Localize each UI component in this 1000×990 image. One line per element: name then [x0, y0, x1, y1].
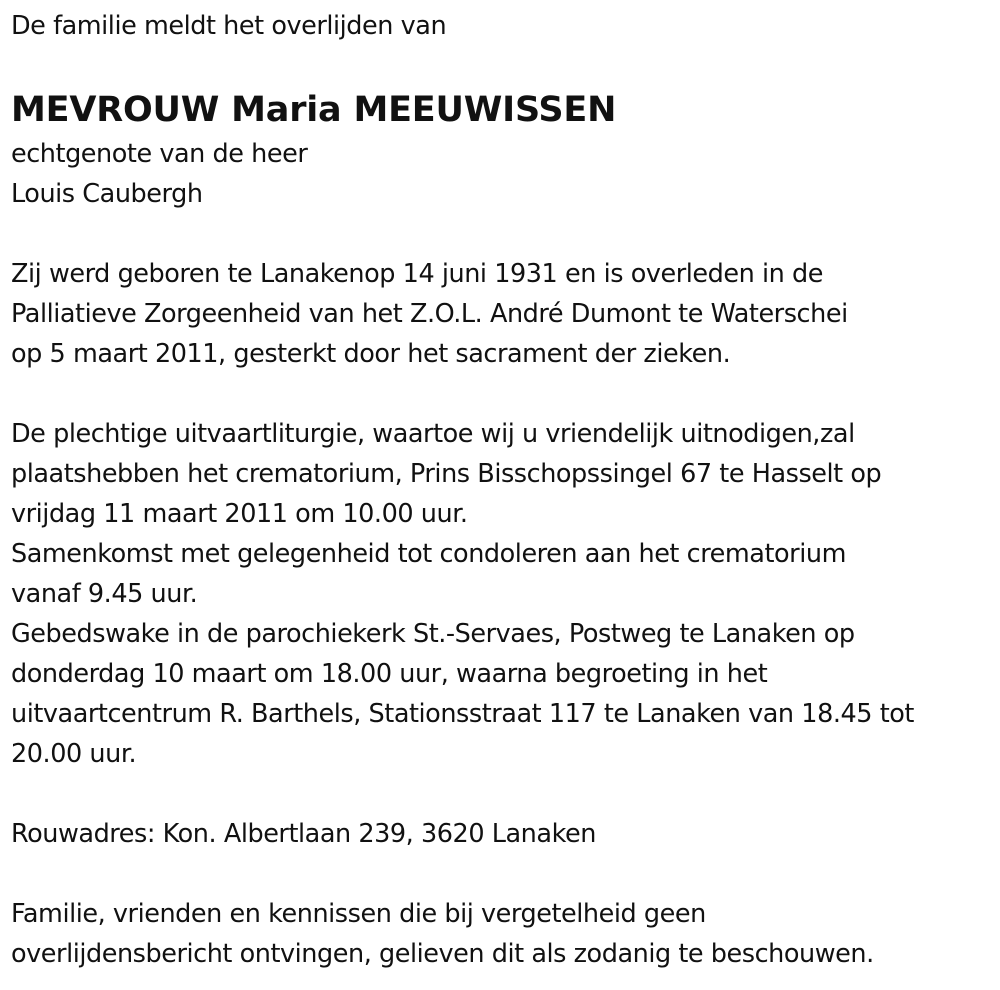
paragraph-line: vanaf 9.45 uur.: [11, 579, 198, 609]
paragraph-line: op 5 maart 2011, gesterkt door het sacrament der zieken.: [11, 339, 731, 369]
birth-death-paragraph: [11, 254, 991, 374]
paragraph-line: Zij werd geboren te Lanakenop 14 juni 1931 en is overleden in de: [11, 259, 823, 289]
spacer: [11, 774, 991, 814]
paragraph-line: plaatshebben het crematorium, Prins Bisschopssingel 67 te Hasselt op: [11, 459, 882, 489]
spouse-section: [11, 134, 991, 214]
spacer: [11, 854, 991, 894]
paragraph-line: 20.00 uur.: [11, 739, 137, 769]
paragraph-line: Samenkomst met gelegenheid tot condoleren aan het crematorium: [11, 539, 846, 569]
closing-paragraph: [11, 894, 991, 974]
spacer: [11, 214, 991, 254]
deceased-name: MEVROUW Maria MEEUWISSEN: [11, 90, 617, 130]
paragraph-line: De plechtige uitvaartliturgie, waartoe wij u vriendelijk uitnodigen,zal: [11, 419, 855, 449]
intro-text: De familie meldt het overlijden van: [11, 11, 447, 41]
paragraph-line: Palliatieve Zorgeenheid van het Z.O.L. André Dumont te Waterschei: [11, 299, 848, 329]
spouse-line: Louis Caubergh: [11, 179, 203, 209]
spouse-line: echtgenote van de heer: [11, 139, 308, 169]
death-notice: [11, 6, 991, 974]
paragraph-line: uitvaartcentrum R. Barthels, Stationsstraat 117 te Lanaken van 18.45 tot: [11, 699, 914, 729]
paragraph-line: Gebedswake in de parochiekerk St.-Servaes, Postweg te Lanaken op: [11, 619, 855, 649]
paragraph-line: donderdag 10 maart om 18.00 uur, waarna begroeting in het: [11, 659, 768, 689]
spacer: [11, 374, 991, 414]
paragraph-line: overlijdensbericht ontvingen, gelieven dit als zodanig te beschouwen.: [11, 939, 874, 969]
mourning-address: Rouwadres: Kon. Albertlaan 239, 3620 Lanaken: [11, 819, 596, 849]
paragraph-line: vrijdag 11 maart 2011 om 10.00 uur.: [11, 499, 468, 529]
paragraph-line: Familie, vrienden en kennissen die bij vergetelheid geen: [11, 899, 706, 929]
funeral-paragraph: [11, 414, 991, 774]
